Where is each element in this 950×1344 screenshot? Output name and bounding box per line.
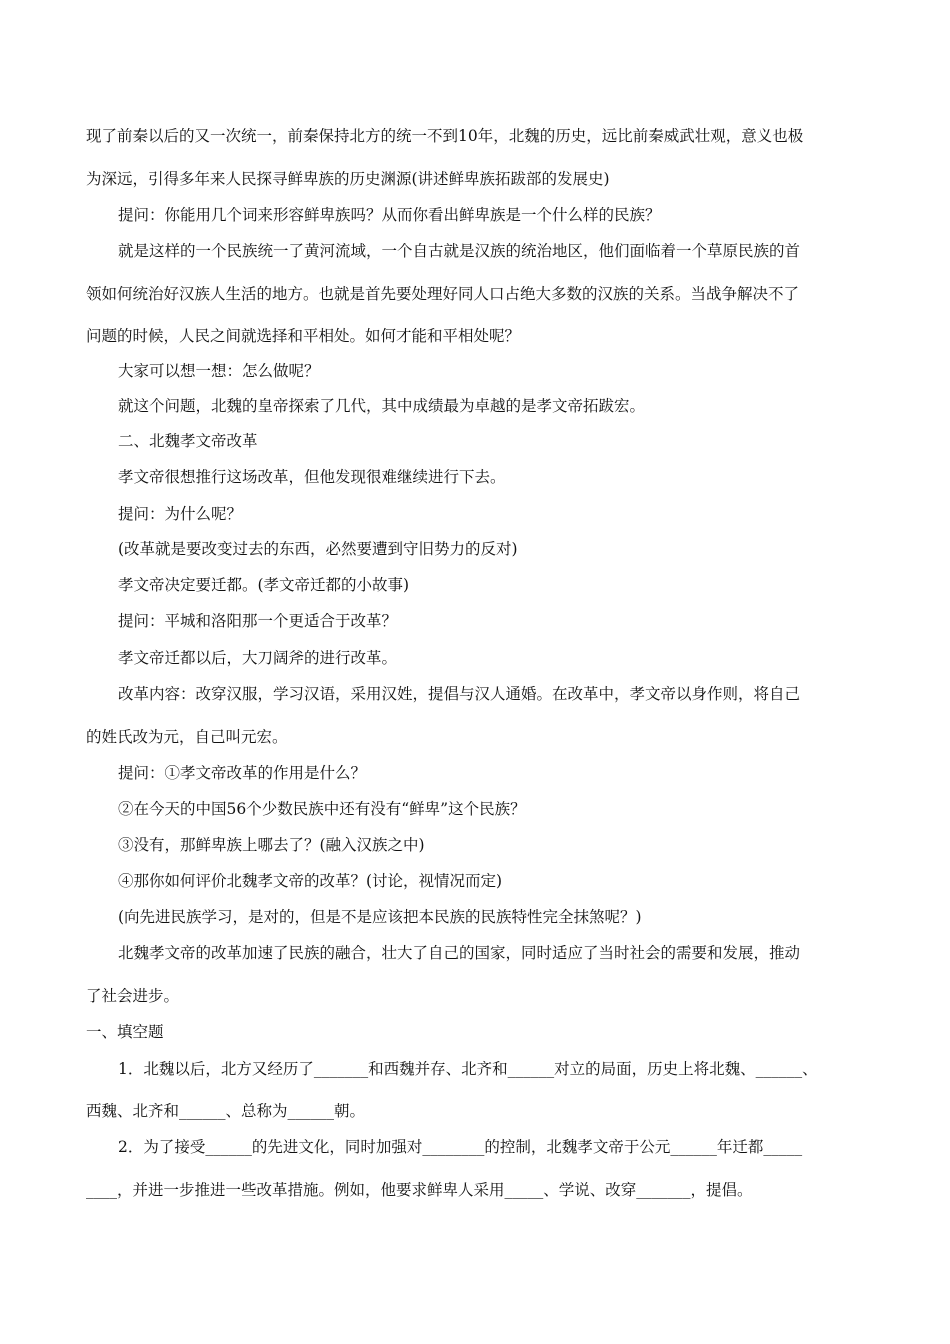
text-line: 大家可以想一想：怎么做呢？: [118, 362, 320, 380]
text-line: 孝文帝决定要迁都。(孝文帝迁都的小故事): [118, 576, 410, 594]
section-heading: 一、填空题: [86, 1023, 164, 1041]
question-line: 2．为了接受______的先进文化，同时加强对________的控制，北魏孝文帝于公元______年迁都_____: [118, 1138, 803, 1156]
text-line: 问题的时候，人民之间就选择和平相处。如何才能和平相处呢？: [86, 327, 521, 345]
text-line: ④那你如何评价北魏孝文帝的改革？(讨论，视情况而定): [118, 872, 503, 890]
question-line: 西魏、北齐和______、总称为______朝。: [86, 1102, 366, 1120]
text-line: 提问：为什么呢？: [118, 505, 243, 523]
text-line: ②在今天的中国56个少数民族中还有没有“鲜卑”这个民族？: [118, 800, 526, 818]
text-line: 提问：①孝文帝改革的作用是什么？: [118, 764, 367, 782]
text-line: 孝文帝迁都以后，大刀阔斧的进行改革。: [118, 649, 398, 667]
question-line: ____，并进一步推进一些改革措施。例如，他要求鲜卑人采用_____、学说、改穿_______，提倡。: [86, 1181, 753, 1199]
text-line: 为深远，引得多年来人民探寻鲜卑族的历史渊源(讲述鲜卑族拓跋部的发展史): [86, 170, 610, 188]
text-line: (向先进民族学习，是对的，但是不是应该把本民族的民族特性完全抹煞呢？): [118, 908, 642, 926]
text-line: 就这个问题，北魏的皇帝探索了几代，其中成绩最为卓越的是孝文帝拓跋宏。: [118, 397, 646, 415]
text-line: 改革内容：改穿汉服，学习汉语，采用汉姓，提倡与汉人通婚。在改革中，孝文帝以身作则，将自己: [118, 685, 801, 703]
text-line: 领如何统治好汉族人生活的地方。也就是首先要处理好同人口占绝大多数的汉族的关系。当战争解决不了: [86, 285, 800, 303]
text-line: 就是这样的一个民族统一了黄河流域，一个自古就是汉族的统治地区，他们面临着一个草原民族的首: [118, 242, 801, 260]
text-line: 提问：你能用几个词来形容鲜卑族吗？从而你看出鲜卑族是一个什么样的民族？: [118, 206, 661, 224]
text-line: 提问：平城和洛阳那一个更适合于改革？: [118, 612, 398, 630]
question-line: 1．北魏以后，北方又经历了_______和西魏并存、北齐和______对立的局面，历史上将北魏、______、: [118, 1060, 818, 1078]
text-line: 现了前秦以后的又一次统一，前秦保持北方的统一不到10年，北魏的历史，远比前秦威武壮观，意义也极: [86, 127, 804, 145]
text-line: 的姓氏改为元，自己叫元宏。: [86, 728, 288, 746]
text-line: 孝文帝很想推行这场改革，但他发现很难继续进行下去。: [118, 468, 506, 486]
section-heading: 二、北魏孝文帝改革: [118, 432, 258, 450]
text-line: 了社会进步。: [86, 987, 180, 1005]
text-line: 北魏孝文帝的改革加速了民族的融合，壮大了自己的国家，同时适应了当时社会的需要和发展，推动: [118, 944, 801, 962]
text-line: ③没有，那鲜卑族上哪去了？(融入汉族之中): [118, 836, 425, 854]
text-line: (改革就是要改变过去的东西，必然要遭到守旧势力的反对): [118, 540, 518, 558]
